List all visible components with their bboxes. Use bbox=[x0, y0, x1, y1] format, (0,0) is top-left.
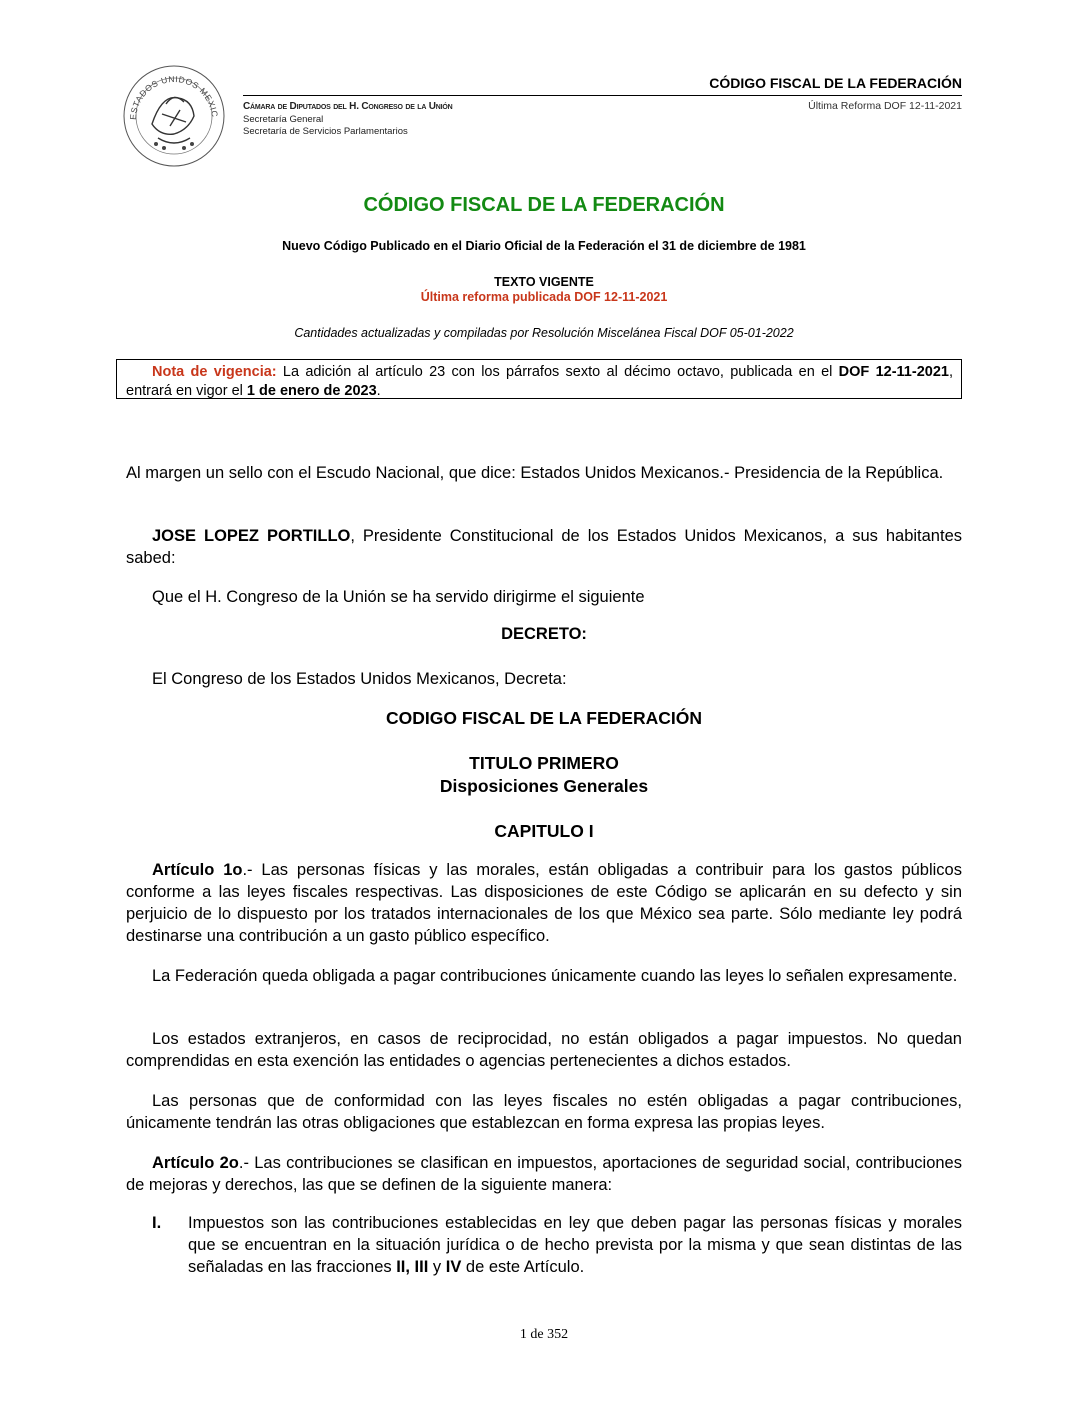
fraction-I-text bbox=[188, 1212, 962, 1278]
nota-text-2: , entrará en vigor el bbox=[126, 364, 953, 399]
svg-text:ESTADOS UNIDOS MEXICANOS bbox=[122, 64, 220, 120]
header-institution: Cámara de Diputados del H. Congreso de la Unión bbox=[243, 101, 453, 112]
header-institution-block bbox=[243, 101, 452, 139]
header-secretaria-general: Secretaría General bbox=[243, 113, 324, 125]
preamble-paragraph-2-text: , Presidente Constitucional de los Estados Unidos Mexicanos, a sus habitantes sabed: bbox=[126, 527, 962, 567]
fraction-I-bold-2: IV bbox=[445, 1258, 462, 1276]
header-rule bbox=[243, 95, 962, 96]
article-2-paragraph-1 bbox=[126, 1152, 962, 1196]
seal-text: ESTADOS UNIDOS MEXIC bbox=[127, 73, 220, 121]
decreto-heading: DECRETO: bbox=[501, 625, 587, 643]
article-1-text: .- Las personas físicas y las morales, están obligadas a contribuir para los gastos públicos conforme a las leyes fiscales respectivas. Las disposiciones de este Código se aplicarán en su defecto y sin perjuicio de lo dispuesto por los tratados internacionales de los que México sea parte. Sólo mediante ley podrá destinarse una contribución a un gasto público específico. bbox=[126, 861, 962, 945]
titulo-heading: TITULO PRIMERO bbox=[469, 753, 619, 773]
article-1-paragraph-3: Los estados extranjeros, en casos de reciprocidad, no están obligados a pagar impuestos. No quedan comprendidas en esta exención las entidades o agencias pertenecientes a dichos estados. bbox=[126, 1030, 962, 1070]
article-2-text: .- Las contribuciones se clasifican en impuestos, aportaciones de seguridad social, contribuciones de mejoras y derechos, las que se definen de la siguiente manera: bbox=[126, 1154, 962, 1194]
ultima-reforma: Última reforma publicada DOF 12-11-2021 bbox=[420, 290, 668, 304]
capitulo-heading: CAPITULO I bbox=[494, 821, 594, 841]
nota-vigencia-box bbox=[116, 359, 962, 399]
president-name: JOSE LOPEZ PORTILLO bbox=[152, 527, 351, 545]
nota-dof: DOF 12-11-2021 bbox=[838, 364, 949, 380]
document-subtitle: Nuevo Código Publicado en el Diario Oficial de la Federación el 31 de diciembre de 1981 bbox=[282, 239, 806, 253]
fraction-I-number: I. bbox=[152, 1214, 162, 1232]
article-1-paragraph-1 bbox=[126, 859, 962, 947]
nota-label: Nota de vigencia: bbox=[152, 364, 277, 380]
codigo-heading: CODIGO FISCAL DE LA FEDERACIÓN bbox=[386, 708, 702, 728]
article-2-label: Artículo 2o bbox=[152, 1154, 239, 1172]
fraction-I-text-3: de este Artículo. bbox=[461, 1258, 585, 1276]
header-secretaria-servicios: Secretaría de Servicios Parlamentarios bbox=[243, 126, 408, 137]
preamble-paragraph-2 bbox=[126, 525, 962, 569]
titulo-subheading: Disposiciones Generales bbox=[439, 776, 649, 796]
texto-vigente: TEXTO VIGENTE bbox=[494, 275, 594, 289]
fraction-I-bold-1: II, III bbox=[396, 1258, 429, 1276]
article-1-paragraph-2: La Federación queda obligada a pagar contribuciones únicamente cuando las leyes lo señalen expresamente. bbox=[152, 967, 958, 985]
preamble-paragraph-1: Al margen un sello con el Escudo Nacional, que dice: Estados Unidos Mexicanos.- Presidencia de la República. bbox=[126, 464, 944, 482]
page-number: 1 de 352 bbox=[519, 1327, 569, 1342]
preamble-paragraph-4: El Congreso de los Estados Unidos Mexicanos, Decreta: bbox=[152, 670, 567, 688]
cantidades-note: Cantidades actualizadas y compiladas por Resolución Miscelánea Fiscal DOF 05-01-2022 bbox=[294, 326, 794, 340]
fraction-I-text-2: y bbox=[428, 1258, 446, 1276]
nota-text-1: La adición al artículo 23 con los párrafos sexto al décimo octavo, publicada en el bbox=[276, 364, 839, 380]
article-1-paragraph-4: Las personas que de conformidad con las leyes fiscales no estén obligadas a pagar contribuciones, únicamente tendrán las otras obligaciones que establezcan en forma expresa las propias leyes. bbox=[126, 1092, 962, 1132]
nota-fecha: 1 de enero de 2023 bbox=[246, 383, 377, 399]
header-doc-title: CÓDIGO FISCAL DE LA FEDERACIÓN bbox=[709, 75, 962, 91]
nota-text-3: . bbox=[376, 383, 381, 399]
article-1-label: Artículo 1o bbox=[152, 861, 243, 879]
coat-of-arms-seal bbox=[122, 64, 226, 168]
preamble-paragraph-3: Que el H. Congreso de la Unión se ha servido dirigirme el siguiente bbox=[152, 588, 645, 606]
header-last-reform: Última Reforma DOF 12-11-2021 bbox=[808, 100, 962, 112]
document-title: CÓDIGO FISCAL DE LA FEDERACIÓN bbox=[363, 194, 725, 216]
fraction-I-text-1: Impuestos son las contribuciones establecidas en ley que deben pagar las personas físicas y morales que se encuentran en la situación jurídica o de hecho prevista por la misma y que sean distintas de las señaladas en las fracciones bbox=[188, 1214, 962, 1276]
